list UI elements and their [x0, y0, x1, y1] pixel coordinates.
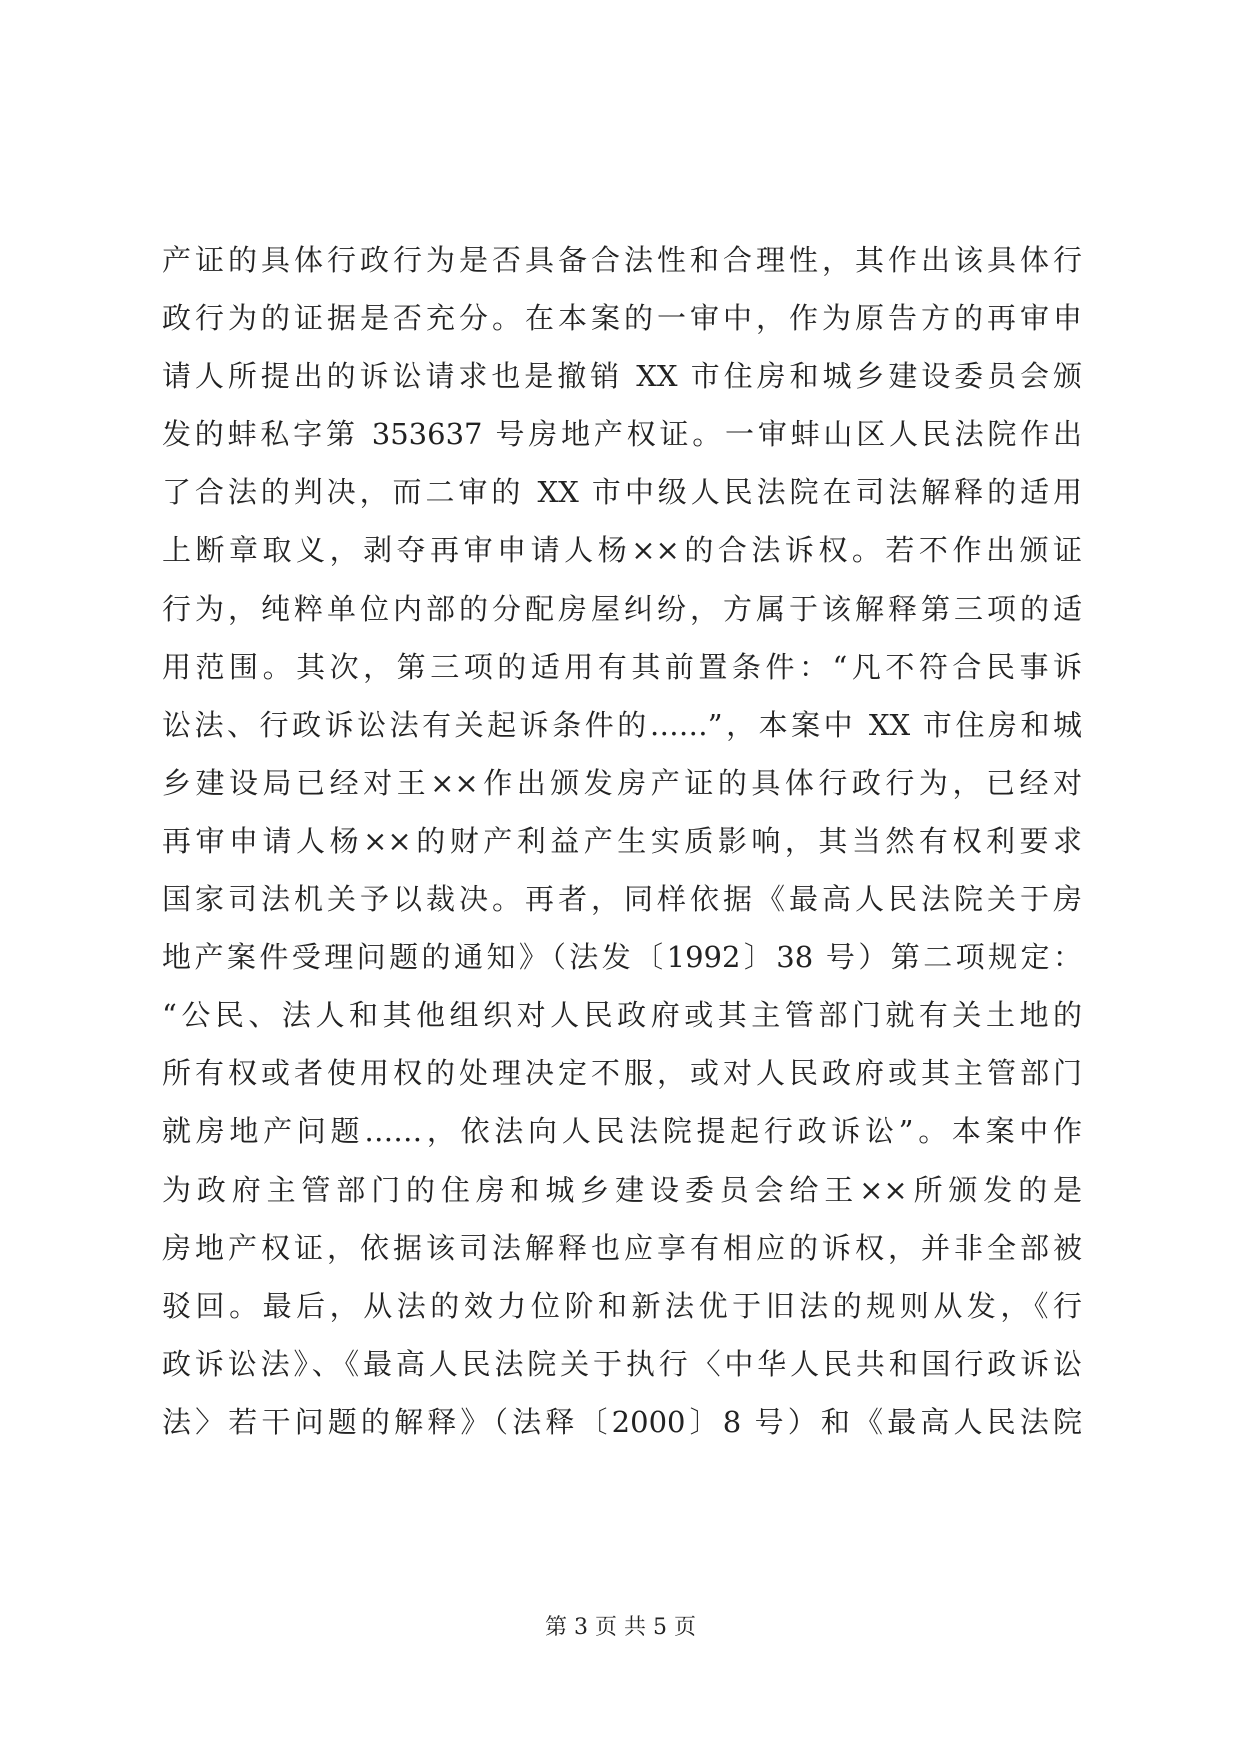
text-line: 驳回。最后，从法的效力位阶和新法优于旧法的规则从发，《行 — [162, 1288, 1082, 1323]
text-line: 就房地产问题……，依法向人民法院提起行政诉讼”。本案中作 — [162, 1114, 1082, 1149]
text-line: 国家司法机关予以裁决。再者，同样依据《最高人民法院关于房 — [162, 882, 1082, 917]
text-line: 请人所提出的诉讼请求也是撤销 XX 市住房和城乡建设委员会颁 — [162, 359, 1082, 394]
text-line: 再审申请人杨××的财产利益产生实质影响，其当然有权利要求 — [162, 823, 1082, 858]
text-line: 用范围。其次，第三项的适用有其前置条件：“凡不符合民事诉 — [162, 649, 1082, 684]
text-line: 上断章取义，剥夺再审申请人杨××的合法诉权。若不作出颁证 — [162, 533, 1082, 568]
text-line: 为政府主管部门的住房和城乡建设委员会给王××所颁发的是 — [162, 1172, 1082, 1207]
text-line: 所有权或者使用权的处理决定不服，或对人民政府或其主管部门 — [162, 1056, 1082, 1091]
page-footer: 第 3 页 共 5 页 — [545, 1615, 696, 1640]
text-line: “公民、法人和其他组织对人民政府或其主管部门就有关土地的 — [162, 998, 1082, 1033]
text-line: 讼法、行政诉讼法有关起诉条件的……”，本案中 XX 市住房和城 — [162, 707, 1082, 742]
text-line: 房地产权证，依据该司法解释也应享有相应的诉权，并非全部被 — [162, 1230, 1082, 1265]
text-line: 政诉讼法》、《最高人民法院关于执行〈中华人民共和国行政诉讼 — [162, 1346, 1082, 1381]
text-line: 行为，纯粹单位内部的分配房屋纠纷，方属于该解释第三项的适 — [162, 591, 1082, 626]
text-line: 乡建设局已经对王××作出颁发房产证的具体行政行为，已经对 — [162, 765, 1082, 800]
body-text — [162, 231, 1082, 1451]
text-line: 发的蚌私字第 353637 号房地产权证。一审蚌山区人民法院作出 — [162, 417, 1082, 452]
text-line: 政行为的证据是否充分。在本案的一审中，作为原告方的再审申 — [162, 301, 1082, 336]
text-line: 产证的具体行政行为是否具备合法性和合理性，其作出该具体行 — [162, 243, 1082, 277]
text-line: 地产案件受理问题的通知》（法发〔1992〕38 号）第二项规定： — [162, 940, 1082, 975]
text-line: 法〉若干问题的解释》（法释〔2000〕8 号）和《最高人民法院 — [162, 1404, 1082, 1439]
text-line: 了合法的判决，而二审的 XX 市中级人民法院在司法解释的适用 — [162, 475, 1082, 510]
